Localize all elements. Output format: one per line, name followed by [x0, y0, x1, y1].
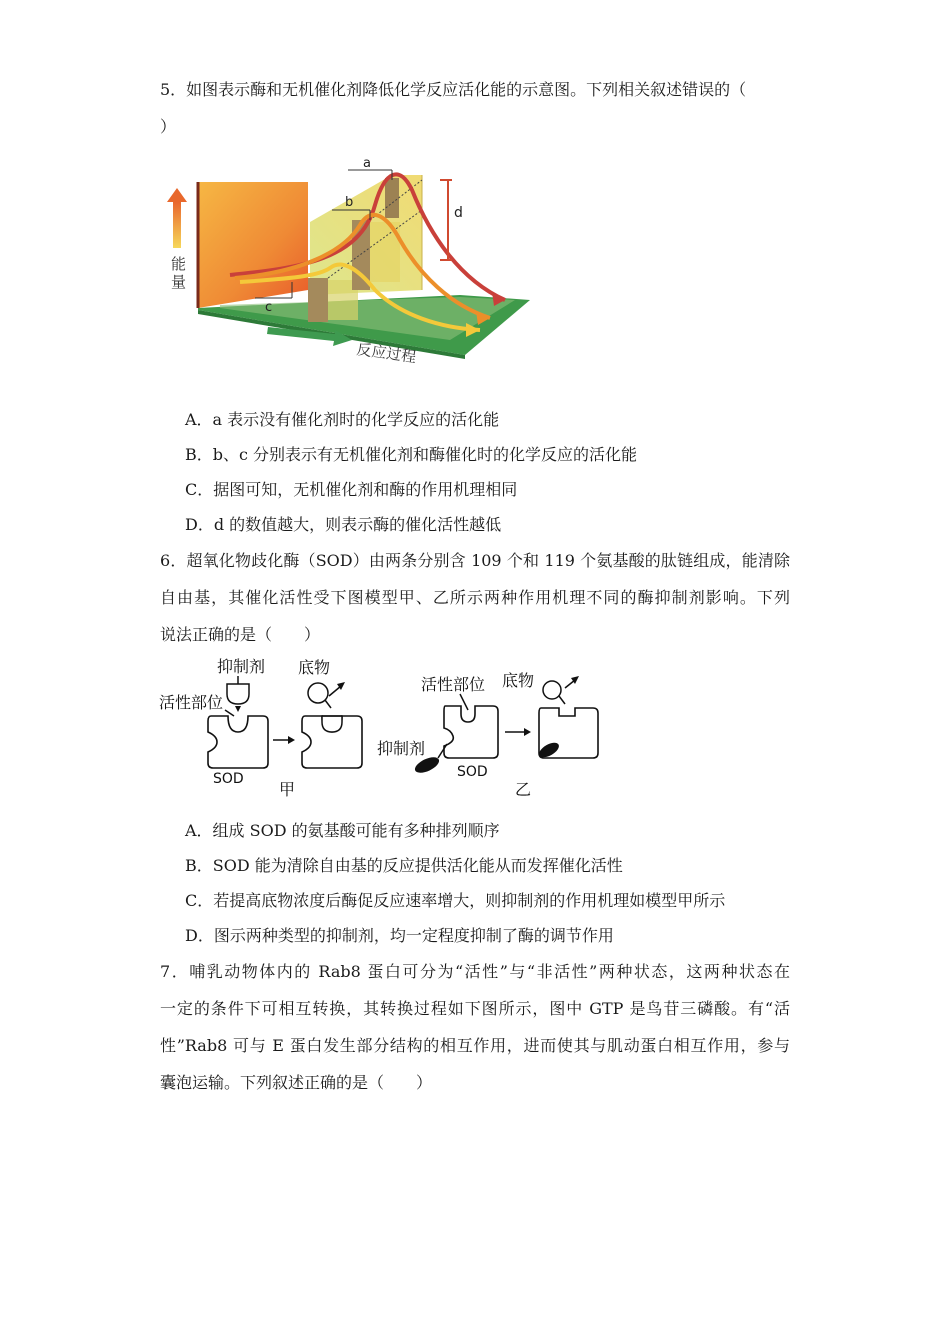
yi-inhibitor-label: 抑制剂 — [377, 739, 426, 758]
q7-stem-line-2: 一定的条件下可相互转换，其转换过程如下图所示，图中 GTP 是鸟苷三磷酸。有“活 — [160, 999, 790, 1018]
q5-option-b: B．b、c 分别表示有无机催化剂和酶催化时的化学反应的活化能 — [185, 445, 638, 464]
q5-stem-line-1: 5．如图表示酶和无机催化剂降低化学反应活化能的示意图。下列相关叙述错误的（ — [160, 80, 747, 99]
process-axis-label: 反应过程 — [355, 340, 418, 367]
q6-option-b: B．SOD 能为清除自由基的反应提供活化能从而发挥催化活性 — [185, 856, 623, 875]
label-a: a — [363, 156, 371, 171]
step-block-low — [308, 278, 328, 322]
q6-option-c: C．若提高底物浓度后酶促反应速率增大，则抑制剂的作用机理如模型甲所示 — [185, 891, 726, 910]
q5-option-a: A．a 表示没有催化剂时的化学反应的活化能 — [185, 410, 500, 429]
q6-option-a: A．组成 SOD 的氨基酸可能有多种排列顺序 — [185, 821, 500, 840]
q5-option-c: C．据图可知，无机催化剂和酶的作用机理相同 — [185, 480, 518, 499]
q7-stem-line-3: 性”Rab8 可与 E 蛋白发生部分结构的相互作用，进而使其与肌动蛋白相互作用，参与 — [160, 1036, 790, 1055]
q6-option-d: D．图示两种类型的抑制剂，均一定程度抑制了酶的调节作用 — [185, 926, 614, 945]
jia-inhibitor-shape — [227, 684, 249, 704]
jia-sod-label: SOD — [213, 771, 244, 787]
q7-stem-line-4: 囊泡运输。下列叙述正确的是（ ） — [160, 1073, 433, 1092]
q7-stem-line-1: 7．哺乳动物体内的 Rab8 蛋白可分为“活性”与“非活性”两种状态，这两种状态在 — [160, 962, 790, 981]
yi-substrate-label: 底物 — [502, 671, 535, 690]
yi-sod-label: SOD — [457, 764, 488, 780]
q6-stem-line-3: 说法正确的是（ ） — [160, 625, 321, 644]
label-d: d — [454, 205, 463, 221]
energy-axis-label-2: 量 — [171, 273, 187, 291]
yi-substrate-shape — [543, 681, 561, 699]
jia-sod-enzyme — [208, 716, 268, 768]
q5-stem-line-2: ） — [160, 117, 177, 136]
energy-axis-bar — [173, 200, 181, 248]
q5-option-d: D．d 的数值越大，则表示酶的催化活性越低 — [185, 515, 502, 534]
jia-caption: 甲 — [279, 780, 296, 799]
q6-stem-line-2: 自由基，其催化活性受下图模型甲、乙所示两种作用机理不同的酶抑制剂影响。下列 — [160, 588, 790, 607]
activation-energy-figure — [160, 150, 540, 380]
yi-active-site-label: 活性部位 — [421, 675, 486, 694]
jia-inhibitor-label: 抑制剂 — [217, 657, 266, 676]
label-b: b — [345, 195, 354, 210]
step-block-high — [385, 178, 399, 218]
q6-stem-line-1: 6．超氧化物歧化酶（SOD）由两条分别含 109 个和 119 个氨基酸的肽链组成，能清除 — [160, 551, 790, 570]
jia-active-site-label: 活性部位 — [159, 693, 224, 712]
yi-sod-enzyme — [444, 706, 498, 758]
energy-axis-arrowhead — [167, 188, 187, 202]
energy-axis-label-1: 能 — [171, 255, 187, 273]
jia-substrate-label: 底物 — [298, 658, 331, 677]
label-c: c — [265, 300, 273, 315]
sod-inhibitor-figure — [155, 650, 615, 802]
yi-caption: 乙 — [515, 780, 532, 799]
